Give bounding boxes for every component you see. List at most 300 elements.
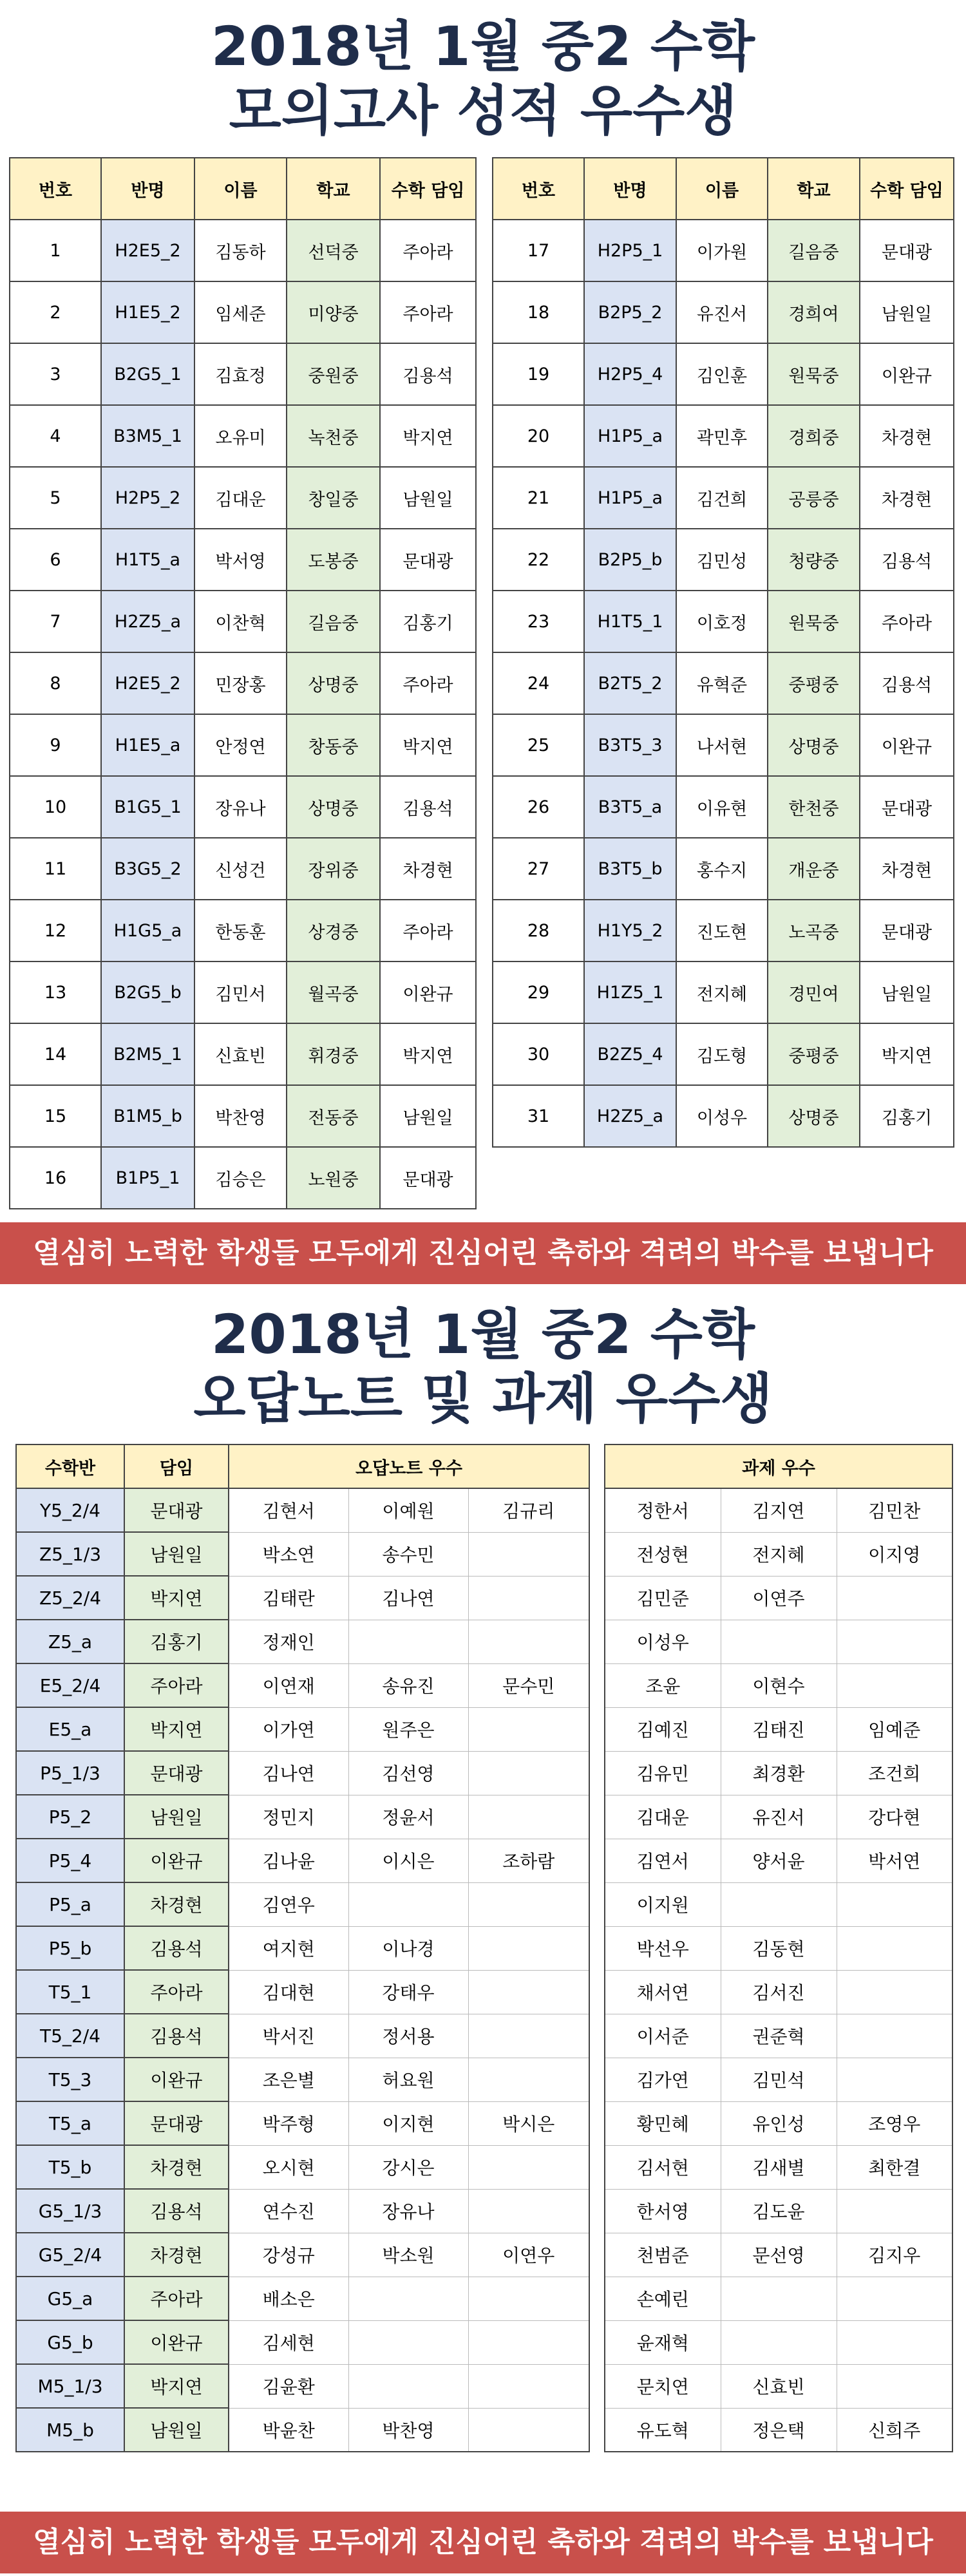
exam-teacher: 남원일 bbox=[380, 1085, 476, 1147]
student-name: 김대운 bbox=[605, 1795, 721, 1839]
exam-class: B1M5_b bbox=[101, 1085, 194, 1147]
exam-teacher: 남원일 bbox=[380, 467, 476, 529]
student-name bbox=[837, 1620, 952, 1663]
student-name bbox=[348, 2277, 468, 2320]
student-name: 임예준 bbox=[837, 1707, 952, 1751]
table-row bbox=[16, 2058, 589, 2101]
table-row bbox=[605, 1751, 952, 1795]
table-row bbox=[493, 529, 954, 591]
student-name: 배소은 bbox=[229, 2277, 348, 2320]
exam-teacher: 박지연 bbox=[380, 405, 476, 467]
student-name: 채서연 bbox=[605, 1970, 721, 2014]
table-row bbox=[16, 1488, 589, 1532]
exam-class: H2P5_1 bbox=[584, 220, 676, 281]
table-row bbox=[605, 2058, 952, 2101]
exam-table-header bbox=[10, 158, 476, 220]
teacher-name: 남원일 bbox=[124, 1532, 229, 1576]
exam-name: 오유미 bbox=[194, 405, 287, 467]
exam-class: B2G5_1 bbox=[101, 343, 194, 405]
exam-name: 김효정 bbox=[194, 343, 287, 405]
exam-class: B1P5_1 bbox=[101, 1147, 194, 1209]
header-exam-school: 학교 bbox=[768, 158, 860, 220]
exam-school: 휘경중 bbox=[287, 1023, 380, 1085]
table-row bbox=[605, 2408, 952, 2452]
student-name: 송유진 bbox=[348, 1663, 468, 1707]
exam-school: 상명중 bbox=[287, 652, 380, 714]
table-row bbox=[10, 467, 476, 529]
exam-number: 2 bbox=[10, 281, 101, 343]
table-row bbox=[605, 1532, 952, 1576]
exam-number: 29 bbox=[493, 961, 584, 1023]
exam-number: 22 bbox=[493, 529, 584, 591]
exam-class: H2Z5_a bbox=[101, 591, 194, 652]
exam-name: 김건희 bbox=[676, 467, 768, 529]
student-name: 김지우 bbox=[837, 2233, 952, 2277]
student-name: 이지현 bbox=[348, 2101, 468, 2145]
teacher-name: 주아라 bbox=[124, 1970, 229, 2014]
table-row bbox=[16, 1926, 589, 1970]
student-name: 김나윤 bbox=[229, 1839, 348, 1882]
exam-class: B2M5_1 bbox=[101, 1023, 194, 1085]
student-name bbox=[837, 1576, 952, 1620]
exam-title bbox=[0, 14, 966, 143]
exam-class: H1E5_a bbox=[101, 714, 194, 776]
exam-teacher: 주아라 bbox=[380, 900, 476, 961]
exam-number: 25 bbox=[493, 714, 584, 776]
exam-school: 상경중 bbox=[287, 900, 380, 961]
exam-name: 이유현 bbox=[676, 776, 768, 838]
exam-school: 공릉중 bbox=[768, 467, 860, 529]
student-name: 이현수 bbox=[721, 1663, 837, 1707]
table-row bbox=[493, 961, 954, 1023]
table-row bbox=[605, 1488, 952, 1532]
student-name bbox=[468, 2145, 589, 2189]
exam-title-line1: 2018년 1월 중2 수학 bbox=[211, 15, 755, 78]
student-name: 박주형 bbox=[229, 2101, 348, 2145]
teacher-name: 박지연 bbox=[124, 1576, 229, 1620]
table-row bbox=[16, 2014, 589, 2058]
exam-number: 20 bbox=[493, 405, 584, 467]
student-name: 김연우 bbox=[229, 1882, 348, 1926]
table-row bbox=[605, 2014, 952, 2058]
homework-table bbox=[604, 1444, 953, 2452]
exam-name: 신효빈 bbox=[194, 1023, 287, 1085]
student-name: 유인성 bbox=[721, 2101, 837, 2145]
student-name: 김유민 bbox=[605, 1751, 721, 1795]
student-name: 최경환 bbox=[721, 1751, 837, 1795]
table-row bbox=[10, 1147, 476, 1209]
exam-teacher: 주아라 bbox=[860, 591, 954, 652]
student-name: 연수진 bbox=[229, 2189, 348, 2233]
student-name bbox=[468, 2189, 589, 2233]
student-name bbox=[721, 1620, 837, 1663]
table-row bbox=[605, 2233, 952, 2277]
student-name bbox=[837, 2058, 952, 2101]
student-name bbox=[348, 1620, 468, 1663]
exam-class: H1E5_2 bbox=[101, 281, 194, 343]
table-row bbox=[605, 2189, 952, 2233]
student-name: 김태진 bbox=[721, 1707, 837, 1751]
exam-number: 5 bbox=[10, 467, 101, 529]
exam-name: 이성우 bbox=[676, 1085, 768, 1147]
student-name: 김새별 bbox=[721, 2145, 837, 2189]
teacher-name: 문대광 bbox=[124, 1751, 229, 1795]
class-name: T5_a bbox=[16, 2101, 124, 2145]
exam-number: 18 bbox=[493, 281, 584, 343]
class-name: T5_3 bbox=[16, 2058, 124, 2101]
exam-number: 28 bbox=[493, 900, 584, 961]
table-row bbox=[16, 1882, 589, 1926]
exam-teacher: 주아라 bbox=[380, 220, 476, 281]
student-name bbox=[721, 2277, 837, 2320]
exam-class: H1P5_a bbox=[584, 467, 676, 529]
student-name: 이연주 bbox=[721, 1576, 837, 1620]
class-name: P5_2 bbox=[16, 1795, 124, 1839]
table-row bbox=[16, 2408, 589, 2452]
exam-number: 30 bbox=[493, 1023, 584, 1085]
table-row bbox=[16, 2145, 589, 2189]
exam-number: 31 bbox=[493, 1085, 584, 1147]
notes-title-line2: 오답노트 및 과제 우수생 bbox=[193, 1367, 773, 1430]
student-name: 김세현 bbox=[229, 2320, 348, 2364]
header-exam-class: 반명 bbox=[584, 158, 676, 220]
exam-number: 10 bbox=[10, 776, 101, 838]
table-row bbox=[493, 776, 954, 838]
table-row bbox=[16, 1532, 589, 1576]
student-name: 김서현 bbox=[605, 2145, 721, 2189]
wrong-answer-notes-table bbox=[15, 1444, 590, 2452]
exam-class: H2Z5_a bbox=[584, 1085, 676, 1147]
student-name: 박서연 bbox=[837, 1839, 952, 1882]
exam-class: B3T5_b bbox=[584, 838, 676, 900]
student-name: 조하람 bbox=[468, 1839, 589, 1882]
class-name: P5_1/3 bbox=[16, 1751, 124, 1795]
student-name bbox=[468, 2364, 589, 2408]
exam-table-left bbox=[9, 157, 477, 1209]
exam-class: H1Z5_1 bbox=[584, 961, 676, 1023]
exam-school: 개운중 bbox=[768, 838, 860, 900]
class-name: P5_a bbox=[16, 1882, 124, 1926]
teacher-name: 김홍기 bbox=[124, 1620, 229, 1663]
student-name bbox=[837, 1926, 952, 1970]
table-row bbox=[605, 1576, 952, 1620]
table-row bbox=[16, 1839, 589, 1882]
exam-name: 유혁준 bbox=[676, 652, 768, 714]
exam-teacher: 김용석 bbox=[380, 343, 476, 405]
student-name bbox=[837, 2014, 952, 2058]
table-row bbox=[493, 343, 954, 405]
table-row bbox=[10, 529, 476, 591]
class-name: Z5_1/3 bbox=[16, 1532, 124, 1576]
exam-teacher: 김홍기 bbox=[860, 1085, 954, 1147]
teacher-name: 주아라 bbox=[124, 1663, 229, 1707]
student-name: 유도혁 bbox=[605, 2408, 721, 2452]
table-row bbox=[493, 1023, 954, 1085]
student-name: 박시은 bbox=[468, 2101, 589, 2145]
table-row bbox=[10, 343, 476, 405]
exam-number: 26 bbox=[493, 776, 584, 838]
student-name: 이성우 bbox=[605, 1620, 721, 1663]
exam-school: 도봉중 bbox=[287, 529, 380, 591]
student-name: 김지연 bbox=[721, 1488, 837, 1532]
student-name: 김현서 bbox=[229, 1488, 348, 1532]
table-row bbox=[16, 2189, 589, 2233]
exam-teacher: 문대광 bbox=[860, 776, 954, 838]
student-name bbox=[468, 1926, 589, 1970]
student-name bbox=[468, 1707, 589, 1751]
exam-name: 김동하 bbox=[194, 220, 287, 281]
table-row bbox=[16, 2233, 589, 2277]
exam-teacher: 주아라 bbox=[380, 281, 476, 343]
exam-school: 월곡중 bbox=[287, 961, 380, 1023]
student-name: 신효빈 bbox=[721, 2364, 837, 2408]
exam-school: 창동중 bbox=[287, 714, 380, 776]
student-name: 양서윤 bbox=[721, 1839, 837, 1882]
exam-teacher: 차경현 bbox=[380, 838, 476, 900]
table-row bbox=[10, 1085, 476, 1147]
class-name: G5_1/3 bbox=[16, 2189, 124, 2233]
student-name bbox=[837, 2189, 952, 2233]
exam-name: 민장홍 bbox=[194, 652, 287, 714]
exam-name: 나서현 bbox=[676, 714, 768, 776]
notes-title bbox=[0, 1302, 966, 1431]
exam-teacher: 차경현 bbox=[860, 838, 954, 900]
table-row bbox=[16, 1663, 589, 1707]
exam-class: B2T5_2 bbox=[584, 652, 676, 714]
table-row bbox=[16, 1795, 589, 1839]
exam-teacher: 남원일 bbox=[860, 281, 954, 343]
student-name bbox=[468, 2277, 589, 2320]
student-name: 조윤 bbox=[605, 1663, 721, 1707]
table-row bbox=[16, 1970, 589, 2014]
class-name: G5_2/4 bbox=[16, 2233, 124, 2277]
congrats-banner: 열심히 노력한 학생들 모두에게 진심어린 축하와 격려의 박수를 보냅니다 bbox=[0, 1222, 966, 1284]
table-row bbox=[493, 652, 954, 714]
student-name bbox=[468, 2320, 589, 2364]
table-row bbox=[605, 1970, 952, 2014]
exam-school: 중평중 bbox=[768, 1023, 860, 1085]
student-name: 전지혜 bbox=[721, 1532, 837, 1576]
student-name: 천범준 bbox=[605, 2233, 721, 2277]
student-name: 이나경 bbox=[348, 1926, 468, 1970]
class-name: E5_2/4 bbox=[16, 1663, 124, 1707]
student-name bbox=[837, 2364, 952, 2408]
exam-name: 이가원 bbox=[676, 220, 768, 281]
exam-teacher: 김용석 bbox=[860, 529, 954, 591]
exam-teacher: 김용석 bbox=[860, 652, 954, 714]
table-row bbox=[10, 900, 476, 961]
student-name bbox=[837, 1882, 952, 1926]
class-name: G5_b bbox=[16, 2320, 124, 2364]
exam-class: H2P5_2 bbox=[101, 467, 194, 529]
student-name bbox=[348, 2364, 468, 2408]
student-name: 김태란 bbox=[229, 1576, 348, 1620]
teacher-name: 박지연 bbox=[124, 2364, 229, 2408]
exam-number: 23 bbox=[493, 591, 584, 652]
header-exam-name: 이름 bbox=[676, 158, 768, 220]
exam-name: 진도현 bbox=[676, 900, 768, 961]
exam-number: 6 bbox=[10, 529, 101, 591]
student-name: 이시은 bbox=[348, 1839, 468, 1882]
table-row bbox=[10, 776, 476, 838]
student-name bbox=[837, 1970, 952, 2014]
exam-name: 이찬혁 bbox=[194, 591, 287, 652]
table-row bbox=[605, 2145, 952, 2189]
exam-name: 유진서 bbox=[676, 281, 768, 343]
table-row bbox=[16, 1576, 589, 1620]
table-row bbox=[16, 1751, 589, 1795]
exam-teacher: 문대광 bbox=[860, 900, 954, 961]
exam-class: B1G5_1 bbox=[101, 776, 194, 838]
exam-school: 길음중 bbox=[287, 591, 380, 652]
student-name: 이지영 bbox=[837, 1532, 952, 1576]
student-name: 한서영 bbox=[605, 2189, 721, 2233]
exam-class: B2P5_2 bbox=[584, 281, 676, 343]
table-row bbox=[605, 1882, 952, 1926]
exam-school: 노원중 bbox=[287, 1147, 380, 1209]
exam-class: H1G5_a bbox=[101, 900, 194, 961]
exam-name: 안정연 bbox=[194, 714, 287, 776]
exam-school: 상명중 bbox=[287, 776, 380, 838]
exam-school: 중평중 bbox=[768, 652, 860, 714]
table-row bbox=[10, 405, 476, 467]
exam-teacher: 주아라 bbox=[380, 652, 476, 714]
exam-school: 경민여 bbox=[768, 961, 860, 1023]
teacher-name: 이완규 bbox=[124, 2058, 229, 2101]
table-row bbox=[10, 281, 476, 343]
exam-name: 박찬영 bbox=[194, 1085, 287, 1147]
table-row bbox=[605, 1663, 952, 1707]
student-name: 김나연 bbox=[348, 1576, 468, 1620]
header-notes-excellent: 오답노트 우수 bbox=[229, 1444, 589, 1488]
table-row bbox=[10, 591, 476, 652]
exam-school: 중원중 bbox=[287, 343, 380, 405]
exam-name: 신성건 bbox=[194, 838, 287, 900]
exam-number: 9 bbox=[10, 714, 101, 776]
exam-school: 전동중 bbox=[287, 1085, 380, 1147]
student-name bbox=[468, 2408, 589, 2452]
exam-teacher: 문대광 bbox=[860, 220, 954, 281]
class-name: M5_b bbox=[16, 2408, 124, 2452]
class-name: Z5_2/4 bbox=[16, 1576, 124, 1620]
student-name: 송수민 bbox=[348, 1532, 468, 1576]
table-row bbox=[493, 591, 954, 652]
student-name bbox=[468, 2058, 589, 2101]
student-name: 강다현 bbox=[837, 1795, 952, 1839]
exam-number: 14 bbox=[10, 1023, 101, 1085]
student-name: 정서용 bbox=[348, 2014, 468, 2058]
student-name: 김동현 bbox=[721, 1926, 837, 1970]
student-name: 문수민 bbox=[468, 1663, 589, 1707]
class-name: G5_a bbox=[16, 2277, 124, 2320]
exam-school: 상명중 bbox=[768, 1085, 860, 1147]
exam-teacher: 이완규 bbox=[860, 714, 954, 776]
header-exam-teacher: 수학 담임 bbox=[860, 158, 954, 220]
exam-name: 박서영 bbox=[194, 529, 287, 591]
exam-name: 김민성 bbox=[676, 529, 768, 591]
student-name bbox=[468, 1970, 589, 2014]
student-name: 김예진 bbox=[605, 1707, 721, 1751]
student-name: 신희주 bbox=[837, 2408, 952, 2452]
exam-teacher: 김용석 bbox=[380, 776, 476, 838]
exam-class: B3M5_1 bbox=[101, 405, 194, 467]
table-row bbox=[16, 2320, 589, 2364]
teacher-name: 문대광 bbox=[124, 1488, 229, 1532]
table-row bbox=[493, 405, 954, 467]
student-name bbox=[468, 1576, 589, 1620]
student-name bbox=[348, 2320, 468, 2364]
exam-name: 곽민후 bbox=[676, 405, 768, 467]
teacher-name: 주아라 bbox=[124, 2277, 229, 2320]
exam-name: 김승은 bbox=[194, 1147, 287, 1209]
notes-title-line1: 2018년 1월 중2 수학 bbox=[211, 1303, 755, 1366]
table-row bbox=[493, 714, 954, 776]
exam-school: 경희중 bbox=[768, 405, 860, 467]
table-row bbox=[16, 1707, 589, 1751]
exam-teacher: 남원일 bbox=[860, 961, 954, 1023]
student-name: 박소연 bbox=[229, 1532, 348, 1576]
exam-teacher: 김홍기 bbox=[380, 591, 476, 652]
table-row bbox=[605, 1707, 952, 1751]
exam-school: 장위중 bbox=[287, 838, 380, 900]
student-name bbox=[837, 1663, 952, 1707]
exam-class: H1T5_1 bbox=[584, 591, 676, 652]
class-name: E5_a bbox=[16, 1707, 124, 1751]
exam-teacher: 박지연 bbox=[860, 1023, 954, 1085]
student-name: 최한결 bbox=[837, 2145, 952, 2189]
student-name: 김가연 bbox=[605, 2058, 721, 2101]
teacher-name: 박지연 bbox=[124, 1707, 229, 1751]
student-name bbox=[837, 2320, 952, 2364]
exam-class: H2E5_2 bbox=[101, 652, 194, 714]
student-name: 김나연 bbox=[229, 1751, 348, 1795]
table-row bbox=[16, 2101, 589, 2145]
class-name: T5_1 bbox=[16, 1970, 124, 2014]
student-name: 장유나 bbox=[348, 2189, 468, 2233]
student-name: 정윤서 bbox=[348, 1795, 468, 1839]
table-row bbox=[10, 714, 476, 776]
student-name: 전성현 bbox=[605, 1532, 721, 1576]
table-row bbox=[605, 2277, 952, 2320]
teacher-name: 차경현 bbox=[124, 1882, 229, 1926]
student-name: 문선영 bbox=[721, 2233, 837, 2277]
table-row bbox=[605, 1795, 952, 1839]
teacher-name: 남원일 bbox=[124, 1795, 229, 1839]
student-name: 여지현 bbox=[229, 1926, 348, 1970]
exam-number: 1 bbox=[10, 220, 101, 281]
teacher-name: 문대광 bbox=[124, 2101, 229, 2145]
student-name: 강시은 bbox=[348, 2145, 468, 2189]
student-name: 조건희 bbox=[837, 1751, 952, 1795]
exam-number: 15 bbox=[10, 1085, 101, 1147]
table-row bbox=[10, 652, 476, 714]
class-name: P5_b bbox=[16, 1926, 124, 1970]
exam-teacher: 차경현 bbox=[860, 467, 954, 529]
exam-school: 길음중 bbox=[768, 220, 860, 281]
teacher-name: 남원일 bbox=[124, 2408, 229, 2452]
header-homework-excellent: 과제 우수 bbox=[605, 1444, 952, 1488]
exam-name: 김민서 bbox=[194, 961, 287, 1023]
exam-title-line2: 모의고사 성적 우수생 bbox=[229, 79, 737, 142]
class-name: Y5_2/4 bbox=[16, 1488, 124, 1532]
exam-number: 11 bbox=[10, 838, 101, 900]
class-name: T5_2/4 bbox=[16, 2014, 124, 2058]
exam-class: B3T5_a bbox=[584, 776, 676, 838]
student-name: 강성규 bbox=[229, 2233, 348, 2277]
exam-school: 상명중 bbox=[768, 714, 860, 776]
student-name bbox=[468, 1751, 589, 1795]
student-name: 조은별 bbox=[229, 2058, 348, 2101]
